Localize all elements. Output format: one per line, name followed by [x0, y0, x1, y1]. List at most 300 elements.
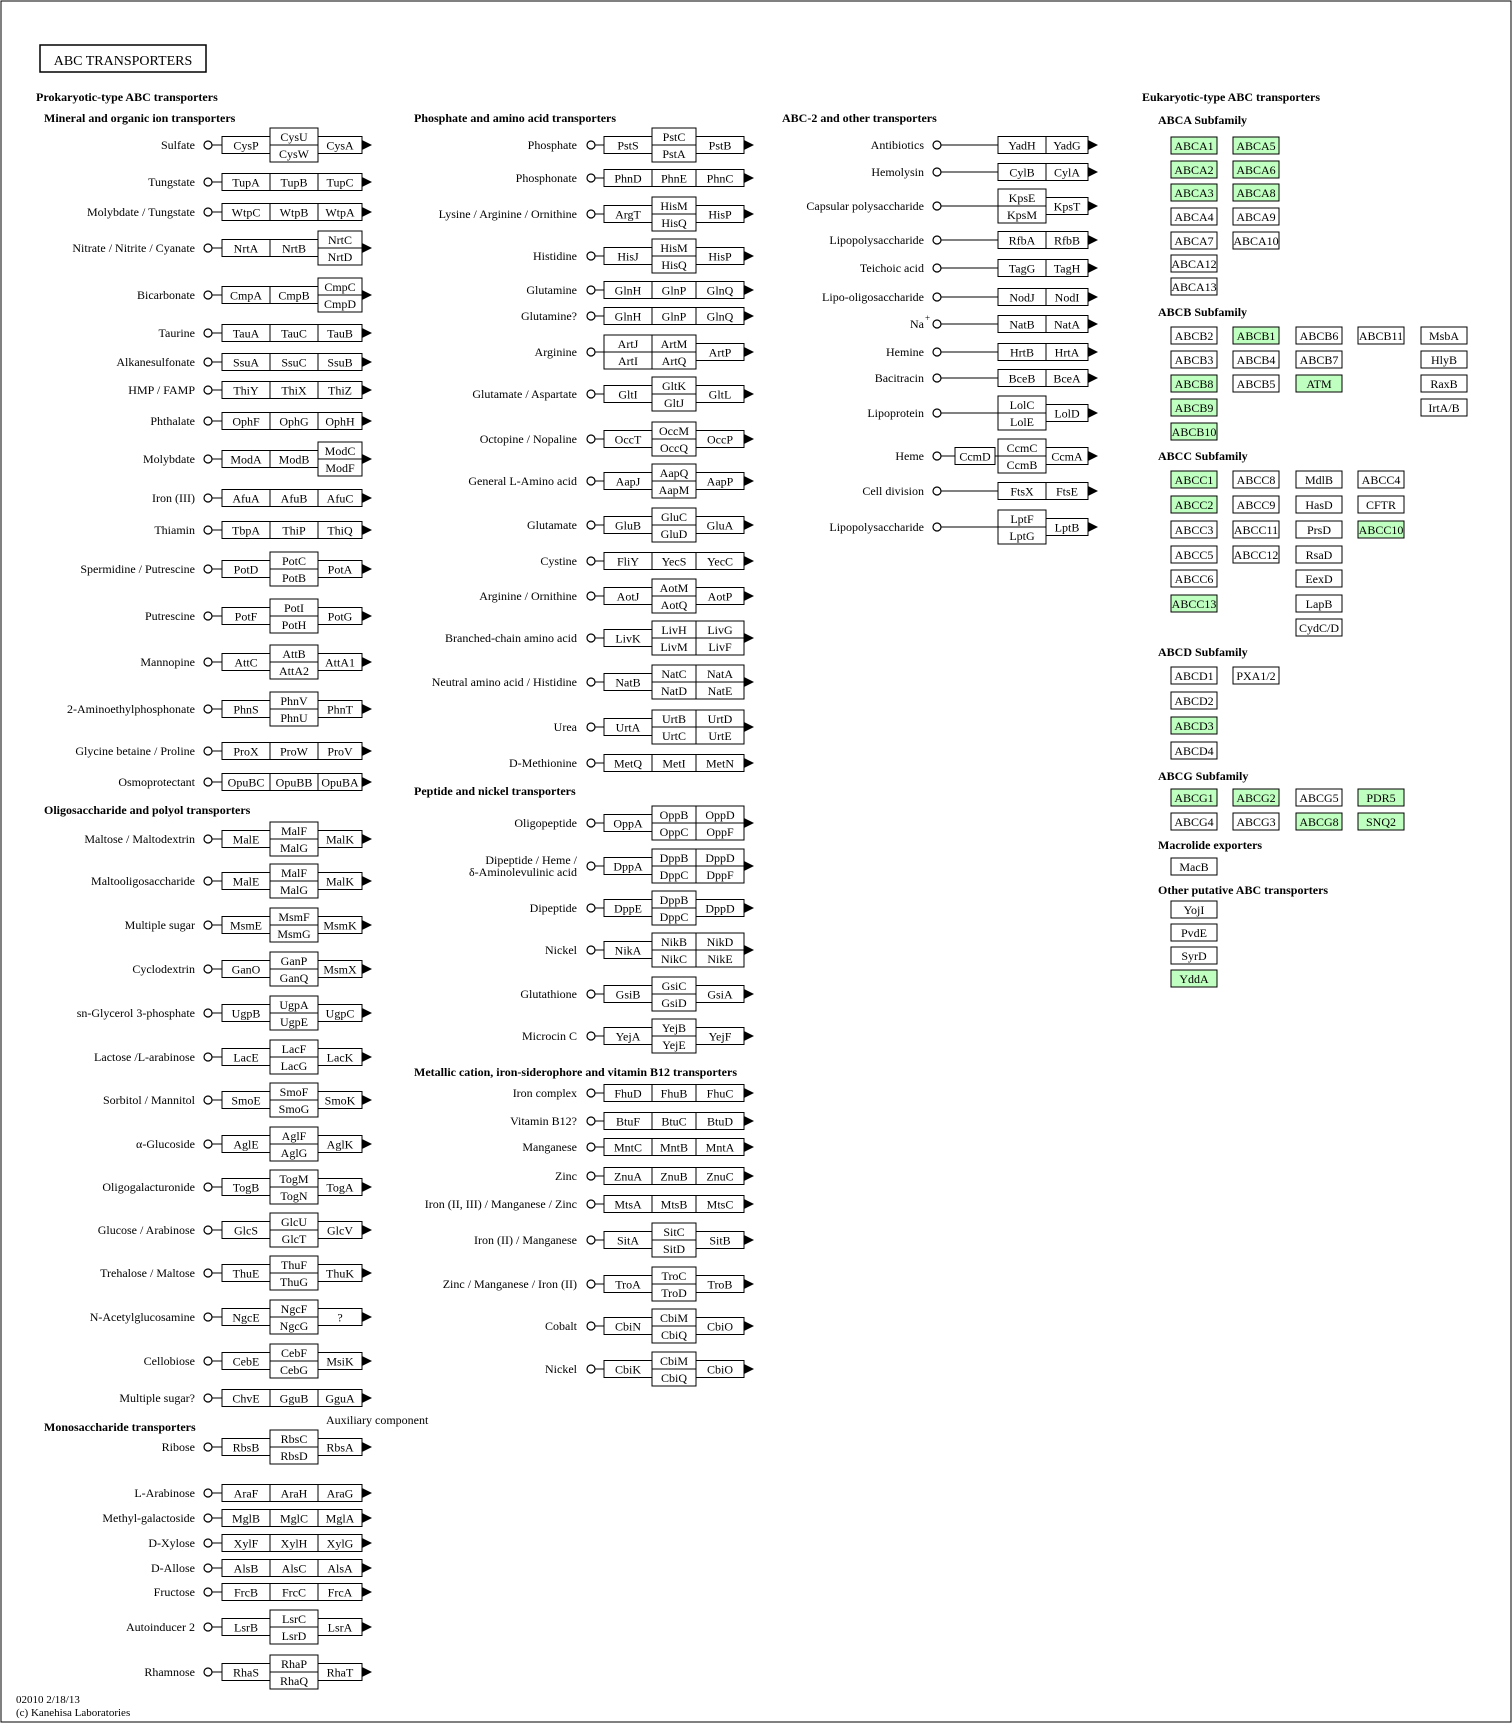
gene-box-urtb[interactable]: [652, 710, 696, 727]
gene-box-gsia[interactable]: [696, 986, 744, 1003]
gene-box-aotq[interactable]: [652, 596, 696, 613]
gene-box-livh[interactable]: [652, 621, 696, 638]
gene-box-kpse[interactable]: [998, 189, 1046, 206]
gene-box-aotj[interactable]: [604, 588, 652, 605]
gene-box-malf[interactable]: [270, 864, 318, 881]
gene-box-abca7[interactable]: [1171, 232, 1217, 249]
gene-box-yecs[interactable]: [652, 553, 696, 570]
gene-box-abcg3[interactable]: [1233, 813, 1279, 830]
gene-box-glnh[interactable]: [604, 308, 652, 325]
gene-box-cbim[interactable]: [652, 1352, 696, 1369]
gene-box-abcc3[interactable]: [1171, 521, 1217, 538]
gene-box-rhap[interactable]: [270, 1655, 318, 1672]
gene-box-dppc[interactable]: [652, 908, 696, 925]
gene-box-ganp[interactable]: [270, 952, 318, 969]
gene-box-rfbb[interactable]: [1046, 232, 1088, 249]
gene-box-nika[interactable]: [604, 942, 652, 959]
gene-box-abcc9[interactable]: [1233, 496, 1279, 513]
gene-box-tagh[interactable]: [1046, 260, 1088, 277]
gene-box-atta2[interactable]: [270, 662, 318, 679]
gene-box-msik[interactable]: [318, 1353, 362, 1370]
gene-box-cftr[interactable]: [1358, 496, 1404, 513]
gene-box-thuf[interactable]: [270, 1256, 318, 1273]
gene-box-fhuc[interactable]: [696, 1085, 744, 1102]
gene-box-cbik[interactable]: [604, 1361, 652, 1378]
gene-box-abcc12[interactable]: [1233, 546, 1279, 563]
gene-box-togm[interactable]: [270, 1170, 318, 1187]
gene-box-opubb[interactable]: [270, 774, 318, 791]
gene-box-afub[interactable]: [270, 490, 318, 507]
gene-box-phnt[interactable]: [318, 701, 362, 718]
gene-box-gsid[interactable]: [652, 994, 696, 1011]
gene-box-raxb[interactable]: [1421, 375, 1467, 392]
gene-box-lapb[interactable]: [1296, 595, 1342, 612]
gene-box-pxa1-2[interactable]: [1233, 667, 1279, 684]
gene-box-xylf[interactable]: [222, 1535, 270, 1552]
gene-box-urtd[interactable]: [696, 710, 744, 727]
gene-box-dppb[interactable]: [652, 849, 696, 866]
gene-box-livk[interactable]: [604, 630, 652, 647]
gene-box-nikd[interactable]: [696, 933, 744, 950]
gene-box-smof[interactable]: [270, 1083, 318, 1100]
gene-box-oppf[interactable]: [696, 823, 744, 840]
gene-box-hisj[interactable]: [604, 248, 652, 265]
gene-box-livf[interactable]: [696, 638, 744, 655]
gene-box-ccma[interactable]: [1046, 448, 1088, 465]
gene-box-attc[interactable]: [222, 654, 270, 671]
gene-box-abca8[interactable]: [1233, 184, 1279, 201]
gene-box-malk[interactable]: [318, 873, 362, 890]
gene-box-znub[interactable]: [652, 1168, 696, 1185]
gene-box-abcc5[interactable]: [1171, 546, 1217, 563]
gene-box-ssub[interactable]: [318, 354, 362, 371]
gene-box-lold[interactable]: [1046, 405, 1088, 422]
gene-box-abcb6[interactable]: [1296, 327, 1342, 344]
gene-box-livm[interactable]: [652, 638, 696, 655]
gene-box-phnu[interactable]: [270, 709, 318, 726]
gene-box-abca13[interactable]: [1171, 278, 1217, 295]
gene-box-nrta[interactable]: [222, 240, 270, 257]
gene-box-ngcf[interactable]: [270, 1300, 318, 1317]
gene-box-znuc[interactable]: [696, 1168, 744, 1185]
gene-box-dppb[interactable]: [652, 891, 696, 908]
gene-box-araf[interactable]: [222, 1485, 270, 1502]
gene-box-rfba[interactable]: [998, 232, 1046, 249]
gene-box-male[interactable]: [222, 831, 270, 848]
gene-box-irta-b[interactable]: [1421, 399, 1467, 416]
gene-box-lsra[interactable]: [318, 1619, 362, 1636]
gene-box-abca4[interactable]: [1171, 208, 1217, 225]
gene-box-cbio[interactable]: [696, 1318, 744, 1335]
gene-box-lptg[interactable]: [998, 527, 1046, 544]
gene-box-abcg1[interactable]: [1171, 789, 1217, 806]
gene-box-natb[interactable]: [604, 674, 652, 691]
gene-box-bceb[interactable]: [998, 370, 1046, 387]
gene-box-mglc[interactable]: [270, 1510, 318, 1527]
gene-box-afuc[interactable]: [318, 490, 362, 507]
gene-box-abca6[interactable]: [1233, 161, 1279, 178]
gene-box-alsc[interactable]: [270, 1560, 318, 1577]
gene-box-glcv[interactable]: [318, 1222, 362, 1239]
gene-box-taub[interactable]: [318, 325, 362, 342]
gene-box-btuf[interactable]: [604, 1113, 652, 1130]
gene-box-gluc[interactable]: [652, 508, 696, 525]
gene-box-thix[interactable]: [270, 382, 318, 399]
gene-box-rhas[interactable]: [222, 1664, 270, 1681]
gene-box-lolc[interactable]: [998, 396, 1046, 413]
gene-box-mtsb[interactable]: [652, 1196, 696, 1213]
gene-box-trob[interactable]: [696, 1276, 744, 1293]
gene-box-malg[interactable]: [270, 839, 318, 856]
gene-box-psts[interactable]: [604, 137, 652, 154]
gene-box-arti[interactable]: [604, 352, 652, 369]
gene-box-cebg[interactable]: [270, 1361, 318, 1378]
gene-box-glua[interactable]: [696, 517, 744, 534]
gene-box-nata[interactable]: [1046, 316, 1088, 333]
gene-box-rbsc[interactable]: [270, 1430, 318, 1447]
gene-box-ggua[interactable]: [318, 1390, 362, 1407]
gene-box-lptb[interactable]: [1046, 519, 1088, 536]
gene-box-attb[interactable]: [270, 645, 318, 662]
gene-box-cebe[interactable]: [222, 1353, 270, 1370]
gene-box-glud[interactable]: [652, 525, 696, 542]
gene-box-prox[interactable]: [222, 743, 270, 760]
gene-box-cbim[interactable]: [652, 1309, 696, 1326]
gene-box-hisq[interactable]: [652, 214, 696, 231]
gene-box-cydc-d[interactable]: [1296, 619, 1342, 636]
gene-box-tagg[interactable]: [998, 260, 1046, 277]
gene-box-natc[interactable]: [652, 665, 696, 682]
gene-box-frcb[interactable]: [222, 1584, 270, 1601]
gene-box-phnd[interactable]: [604, 170, 652, 187]
gene-box-smog[interactable]: [270, 1100, 318, 1117]
gene-box-pstc[interactable]: [652, 128, 696, 145]
gene-box-nikb[interactable]: [652, 933, 696, 950]
gene-box-msme[interactable]: [222, 917, 270, 934]
gene-box-thug[interactable]: [270, 1273, 318, 1290]
gene-box-thuk[interactable]: [318, 1265, 362, 1282]
gene-box-abcb1[interactable]: [1233, 327, 1279, 344]
gene-box-ssuc[interactable]: [270, 354, 318, 371]
gene-box-potc[interactable]: [270, 552, 318, 569]
gene-box-bcea[interactable]: [1046, 370, 1088, 387]
gene-box-ggub[interactable]: [270, 1390, 318, 1407]
gene-box-aglg[interactable]: [270, 1144, 318, 1161]
gene-box-smoe[interactable]: [222, 1092, 270, 1109]
gene-box-abcc2[interactable]: [1171, 496, 1217, 513]
gene-box-ccmd[interactable]: [955, 448, 995, 465]
gene-box-aotp[interactable]: [696, 588, 744, 605]
gene-box-ccmb[interactable]: [998, 456, 1046, 473]
gene-box-wtpa[interactable]: [318, 204, 362, 221]
gene-box-hism[interactable]: [652, 197, 696, 214]
gene-box-psta[interactable]: [652, 145, 696, 162]
gene-box-mglb[interactable]: [222, 1510, 270, 1527]
gene-box-wtpb[interactable]: [270, 204, 318, 221]
gene-box-btuc[interactable]: [652, 1113, 696, 1130]
gene-box-kpsm[interactable]: [998, 206, 1046, 223]
gene-box-abcg2[interactable]: [1233, 789, 1279, 806]
gene-box-gltl[interactable]: [696, 386, 744, 403]
gene-box-glnq[interactable]: [696, 308, 744, 325]
gene-box-cylb[interactable]: [998, 164, 1046, 181]
gene-box-abcg5[interactable]: [1296, 789, 1342, 806]
gene-box-abcb4[interactable]: [1233, 351, 1279, 368]
gene-box-atm[interactable]: [1296, 375, 1342, 392]
gene-box-msmf[interactable]: [270, 908, 318, 925]
gene-box-natd[interactable]: [652, 682, 696, 699]
gene-box-xylh[interactable]: [270, 1535, 318, 1552]
gene-box-abcc4[interactable]: [1358, 471, 1404, 488]
gene-box-potg[interactable]: [318, 608, 362, 625]
gene-box-occp[interactable]: [696, 431, 744, 448]
gene-box-hisp[interactable]: [696, 248, 744, 265]
gene-box-modc[interactable]: [318, 442, 362, 459]
gene-box-lace[interactable]: [222, 1049, 270, 1066]
gene-box-malg[interactable]: [270, 881, 318, 898]
gene-box-ftse[interactable]: [1046, 483, 1088, 500]
gene-box-lack[interactable]: [318, 1049, 362, 1066]
gene-box-abcc6[interactable]: [1171, 570, 1217, 587]
gene-box-eexd[interactable]: [1296, 570, 1342, 587]
gene-box-occm[interactable]: [652, 422, 696, 439]
gene-box-togb[interactable]: [222, 1179, 270, 1196]
gene-box-malf[interactable]: [270, 822, 318, 839]
gene-box-xylg[interactable]: [318, 1535, 362, 1552]
gene-box-mntb[interactable]: [652, 1139, 696, 1156]
gene-box-yadg[interactable]: [1046, 137, 1088, 154]
gene-box-ganq[interactable]: [270, 969, 318, 986]
gene-box-glct[interactable]: [270, 1230, 318, 1247]
gene-box-agle[interactable]: [222, 1136, 270, 1153]
gene-box-natb[interactable]: [998, 316, 1046, 333]
gene-box-rsad[interactable]: [1296, 546, 1342, 563]
gene-box-rbsd[interactable]: [270, 1447, 318, 1464]
gene-box-snq2[interactable]: [1358, 813, 1404, 830]
gene-box-abca3[interactable]: [1171, 184, 1217, 201]
gene-box-dppc[interactable]: [652, 866, 696, 883]
gene-box-ugpe[interactable]: [270, 1013, 318, 1030]
gene-box-nate[interactable]: [696, 682, 744, 699]
gene-box-abca10[interactable]: [1233, 232, 1279, 249]
gene-box-aapj[interactable]: [604, 473, 652, 490]
gene-box-poth[interactable]: [270, 616, 318, 633]
gene-box-nikc[interactable]: [652, 950, 696, 967]
gene-box-yeje[interactable]: [652, 1036, 696, 1053]
gene-box-artp[interactable]: [696, 344, 744, 361]
gene-box-frcc[interactable]: [270, 1584, 318, 1601]
gene-box-ophh[interactable]: [318, 413, 362, 430]
gene-box-msmk[interactable]: [318, 917, 362, 934]
gene-box-thip[interactable]: [270, 522, 318, 539]
gene-box-abca2[interactable]: [1171, 161, 1217, 178]
gene-box-pvde[interactable]: [1171, 924, 1217, 941]
gene-box-abcd2[interactable]: [1171, 692, 1217, 709]
gene-box-hrtb[interactable]: [998, 344, 1046, 361]
gene-box-aglk[interactable]: [318, 1136, 362, 1153]
gene-box-abca9[interactable]: [1233, 208, 1279, 225]
gene-box-toga[interactable]: [318, 1179, 362, 1196]
gene-box-cmpc[interactable]: [318, 278, 362, 295]
gene-box-abcb2[interactable]: [1171, 327, 1217, 344]
gene-box-syrd[interactable]: [1171, 947, 1217, 964]
gene-box-cbiq[interactable]: [652, 1326, 696, 1343]
gene-box-cbin[interactable]: [604, 1318, 652, 1335]
gene-box-yecc[interactable]: [696, 553, 744, 570]
gene-box-aapp[interactable]: [696, 473, 744, 490]
gene-box-cmpa[interactable]: [222, 287, 270, 304]
gene-box-glnp[interactable]: [652, 308, 696, 325]
gene-box-mtsc[interactable]: [696, 1196, 744, 1213]
gene-box-cyla[interactable]: [1046, 164, 1088, 181]
gene-box-yoji[interactable]: [1171, 901, 1217, 918]
gene-box-lsrb[interactable]: [222, 1619, 270, 1636]
gene-box-ngce[interactable]: [222, 1309, 270, 1326]
gene-box-cysa[interactable]: [318, 137, 362, 154]
gene-box-abcc11[interactable]: [1233, 521, 1279, 538]
gene-box-hlyb[interactable]: [1421, 351, 1467, 368]
gene-box-oppb[interactable]: [652, 806, 696, 823]
gene-box-troa[interactable]: [604, 1276, 652, 1293]
gene-box-abcc13[interactable]: [1171, 595, 1217, 612]
gene-box-cysw[interactable]: [270, 145, 318, 162]
gene-box-abca1[interactable]: [1171, 137, 1217, 154]
gene-box-opubc[interactable]: [222, 774, 270, 791]
gene-box-ophg[interactable]: [270, 413, 318, 430]
gene-box-sitc[interactable]: [652, 1223, 696, 1240]
gene-box-ftsx[interactable]: [998, 483, 1046, 500]
gene-box-arag[interactable]: [318, 1485, 362, 1502]
gene-box-taua[interactable]: [222, 325, 270, 342]
gene-box-phns[interactable]: [222, 701, 270, 718]
gene-box-abcb5[interactable]: [1233, 375, 1279, 392]
gene-box-sitd[interactable]: [652, 1240, 696, 1257]
gene-box-nrtd[interactable]: [318, 248, 362, 265]
gene-box-metq[interactable]: [604, 755, 652, 772]
gene-box-x[interactable]: [318, 1309, 362, 1326]
gene-box-fhub[interactable]: [652, 1085, 696, 1102]
gene-box-potf[interactable]: [222, 608, 270, 625]
gene-box-rbsb[interactable]: [222, 1439, 270, 1456]
gene-box-abcc1[interactable]: [1171, 471, 1217, 488]
gene-box-aotm[interactable]: [652, 579, 696, 596]
gene-box-mgla[interactable]: [318, 1510, 362, 1527]
gene-box-mnta[interactable]: [696, 1139, 744, 1156]
gene-box-glcs[interactable]: [222, 1222, 270, 1239]
gene-box-tauc[interactable]: [270, 325, 318, 342]
gene-box-aapm[interactable]: [652, 481, 696, 498]
gene-box-metn[interactable]: [696, 755, 744, 772]
gene-box-atta1[interactable]: [318, 654, 362, 671]
gene-box-nodi[interactable]: [1046, 289, 1088, 306]
gene-box-cysu[interactable]: [270, 128, 318, 145]
gene-box-modb[interactable]: [270, 451, 318, 468]
gene-box-hism[interactable]: [652, 239, 696, 256]
gene-box-artj[interactable]: [604, 335, 652, 352]
gene-box-abca12[interactable]: [1171, 255, 1217, 272]
gene-box-artq[interactable]: [652, 352, 696, 369]
gene-box-dppa[interactable]: [604, 858, 652, 875]
gene-box-ccmc[interactable]: [998, 439, 1046, 456]
gene-box-dppe[interactable]: [604, 900, 652, 917]
gene-box-rhat[interactable]: [318, 1664, 362, 1681]
gene-box-argt[interactable]: [604, 206, 652, 223]
gene-box-abcg8[interactable]: [1296, 813, 1342, 830]
gene-box-msmx[interactable]: [318, 961, 362, 978]
gene-box-thue[interactable]: [222, 1265, 270, 1282]
gene-box-nike[interactable]: [696, 950, 744, 967]
gene-box-abcc8[interactable]: [1233, 471, 1279, 488]
gene-box-afua[interactable]: [222, 490, 270, 507]
gene-box-meti[interactable]: [652, 755, 696, 772]
gene-box-potb[interactable]: [270, 569, 318, 586]
gene-box-rbsa[interactable]: [318, 1439, 362, 1456]
gene-box-lsrd[interactable]: [270, 1627, 318, 1644]
gene-box-cebf[interactable]: [270, 1344, 318, 1361]
gene-box-mdlb[interactable]: [1296, 471, 1342, 488]
gene-box-oppc[interactable]: [652, 823, 696, 840]
gene-box-dppd[interactable]: [696, 900, 744, 917]
gene-box-hisp[interactable]: [696, 206, 744, 223]
gene-box-fliy[interactable]: [604, 553, 652, 570]
gene-box-gsic[interactable]: [652, 977, 696, 994]
gene-box-hasd[interactable]: [1296, 496, 1342, 513]
gene-box-tupc[interactable]: [318, 174, 362, 191]
gene-box-chve[interactable]: [222, 1390, 270, 1407]
gene-box-yadh[interactable]: [998, 137, 1046, 154]
gene-box-glcu[interactable]: [270, 1213, 318, 1230]
gene-box-ugpb[interactable]: [222, 1005, 270, 1022]
gene-box-urte[interactable]: [696, 727, 744, 744]
gene-box-male[interactable]: [222, 873, 270, 890]
gene-box-troc[interactable]: [652, 1267, 696, 1284]
gene-box-ugpc[interactable]: [318, 1005, 362, 1022]
gene-box-thiy[interactable]: [222, 382, 270, 399]
gene-box-glti[interactable]: [604, 386, 652, 403]
gene-box-ngcg[interactable]: [270, 1317, 318, 1334]
gene-box-oppa[interactable]: [604, 815, 652, 832]
gene-box-abcb7[interactable]: [1296, 351, 1342, 368]
gene-box-arah[interactable]: [270, 1485, 318, 1502]
gene-box-phne[interactable]: [652, 170, 696, 187]
gene-box-smok[interactable]: [318, 1092, 362, 1109]
gene-box-abcb3[interactable]: [1171, 351, 1217, 368]
gene-box-ugpa[interactable]: [270, 996, 318, 1013]
gene-box-lacg[interactable]: [270, 1057, 318, 1074]
gene-box-abca5[interactable]: [1233, 137, 1279, 154]
gene-box-modf[interactable]: [318, 459, 362, 476]
gene-box-trod[interactable]: [652, 1284, 696, 1301]
gene-box-tupa[interactable]: [222, 174, 270, 191]
gene-box-urta[interactable]: [604, 719, 652, 736]
gene-box-malk[interactable]: [318, 831, 362, 848]
gene-box-yejb[interactable]: [652, 1019, 696, 1036]
gene-box-glnq[interactable]: [696, 282, 744, 299]
gene-box-msmg[interactable]: [270, 925, 318, 942]
gene-box-urtc[interactable]: [652, 727, 696, 744]
gene-box-lptf[interactable]: [998, 510, 1046, 527]
gene-box-gltj[interactable]: [652, 394, 696, 411]
gene-box-sita[interactable]: [604, 1232, 652, 1249]
gene-box-pstb[interactable]: [696, 137, 744, 154]
gene-box-gano[interactable]: [222, 961, 270, 978]
gene-box-nrtb[interactable]: [270, 240, 318, 257]
gene-box-cbio[interactable]: [696, 1361, 744, 1378]
gene-box-abcd3[interactable]: [1171, 717, 1217, 734]
gene-box-aapq[interactable]: [652, 464, 696, 481]
gene-box-pdr5[interactable]: [1358, 789, 1404, 806]
gene-box-abcb10[interactable]: [1171, 423, 1217, 440]
